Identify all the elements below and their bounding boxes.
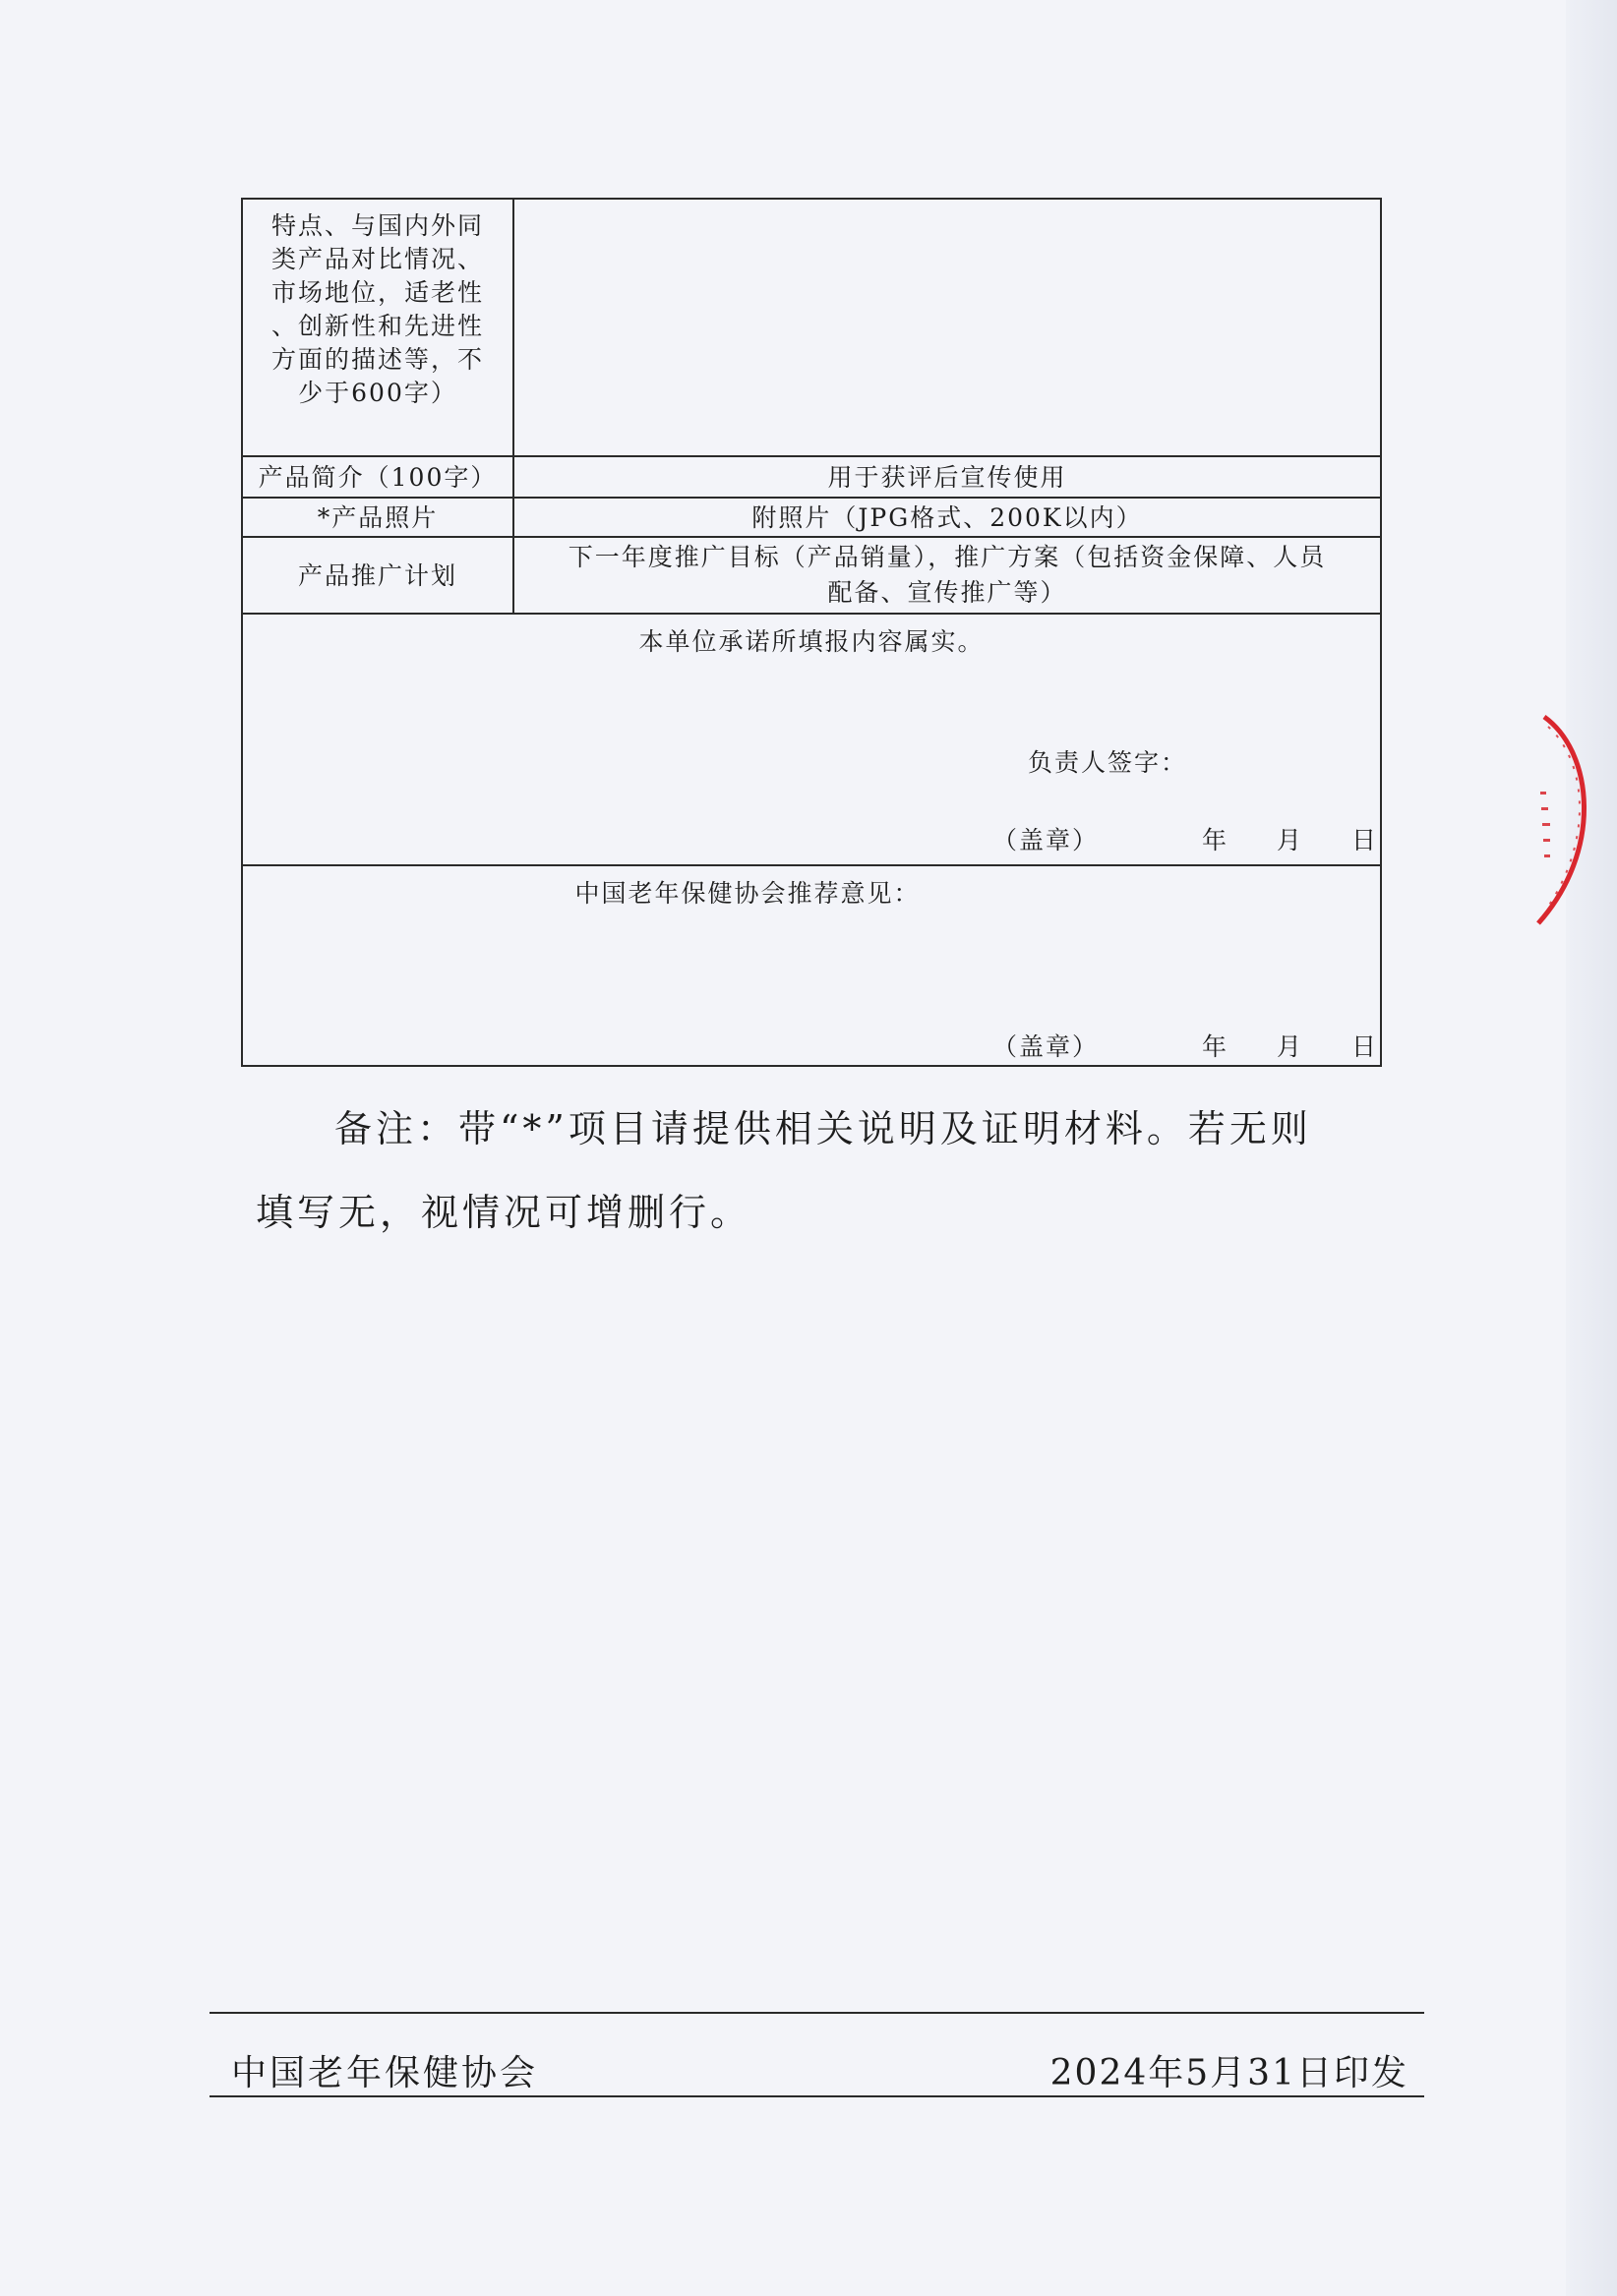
table-row-features [242,199,1381,456]
intro-value-field[interactable]: 用于获评后宣传使用 [513,456,1381,498]
month-label: 月 [1277,1032,1304,1061]
page-edge-shadow [1566,0,1617,2296]
footer-issuer: 中国老年保健协会 [231,2053,539,2093]
note-line: 备注：带“*”项目请提供相关说明及证明材料。若无则 [334,1107,1312,1150]
footer-date: 2024年5月31日印发 [1049,2053,1408,2093]
day-label: 日 [1351,1032,1379,1061]
seal-label: （盖章） [992,1032,1100,1061]
recommendation-title: 中国老年保健协会推荐意见： [574,879,921,908]
plan-value-line: 配备、宣传推广等） [827,578,1067,607]
footer-bottom-rule [210,2095,1424,2097]
plan-label: 产品推广计划 [242,537,513,614]
table-row-recommendation [242,865,1381,1066]
red-seal-stamp-icon [1525,713,1603,929]
signer-label: 负责人签字： [1028,748,1188,777]
features-label-line: 方面的描述等，不 [270,345,484,374]
features-label-line: 特点、与国内外同 [270,211,484,240]
features-label-line: 、创新性和先进性 [270,312,484,340]
features-label-line: 少于600字） [298,379,457,407]
application-form-table [241,198,1382,1067]
year-label: 年 [1202,826,1229,854]
features-label-line: 类产品对比情况、 [270,245,484,273]
recommendation-cell [242,865,1381,1066]
month-label: 月 [1277,826,1304,854]
note-line: 填写无，视情况可增删行。 [256,1191,752,1234]
intro-label: 产品简介（100字） [242,456,513,498]
table-row-commitment [242,614,1381,865]
commitment-cell [242,614,1381,865]
photo-label: *产品照片 [242,498,513,537]
commitment-statement: 本单位承诺所填报内容属实。 [638,627,985,656]
seal-label: （盖章） [992,826,1100,854]
table-row-plan [242,537,1381,614]
table-row-photo [242,498,1381,537]
features-label-line: 市场地位，适老性 [270,278,484,307]
table-row-intro [242,456,1381,498]
year-label: 年 [1202,1032,1229,1061]
features-value-field[interactable] [513,199,1381,456]
photo-value-field[interactable]: 附照片（JPG格式、200K以内） [513,498,1381,537]
footer-top-rule [210,2012,1424,2014]
plan-value-field[interactable] [513,537,1381,614]
plan-value-line: 下一年度推广目标（产品销量），推广方案（包括资金保障、人员 [568,543,1327,571]
features-label [242,199,513,456]
day-label: 日 [1351,826,1379,854]
